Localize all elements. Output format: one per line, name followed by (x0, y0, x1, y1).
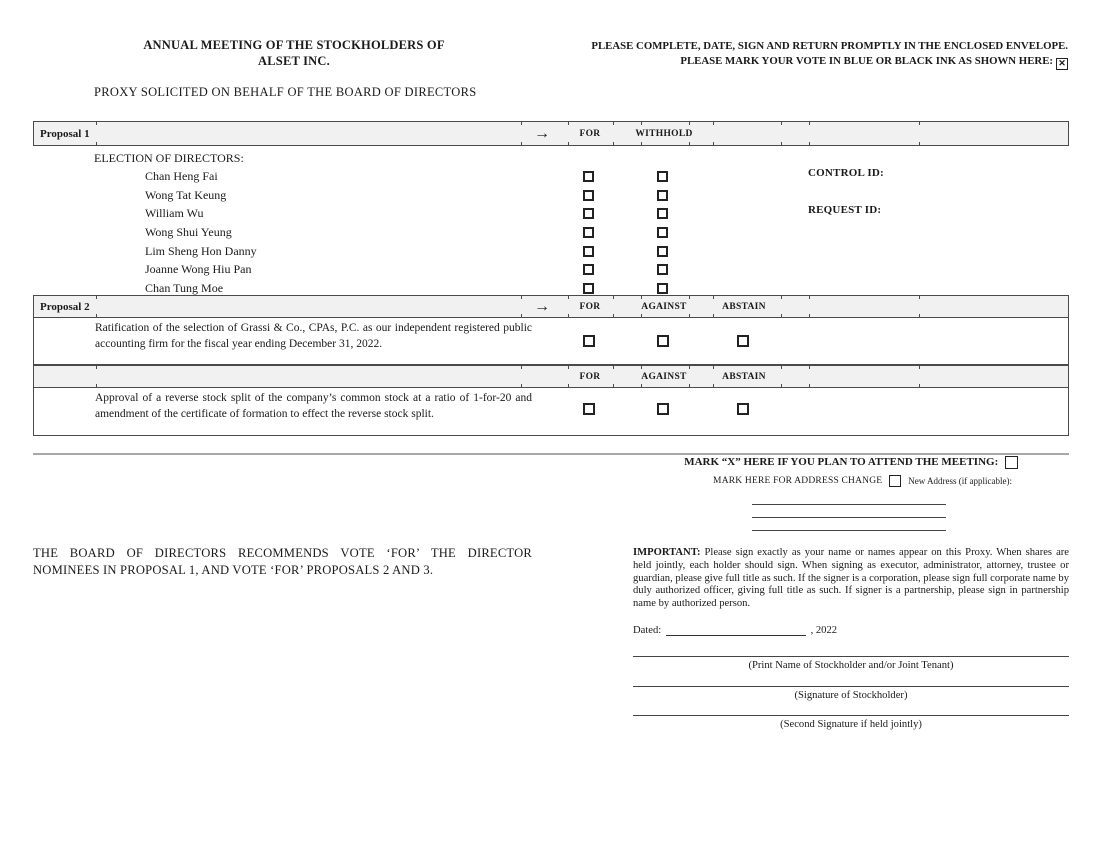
address-change-label: MARK HERE FOR ADDRESS CHANGE (713, 476, 883, 486)
attend-meeting-checkbox[interactable] (1005, 456, 1018, 469)
director-name: Lim Sheng Hon Danny (145, 243, 257, 258)
director-name: Chan Tung Moe (145, 281, 224, 296)
date-input-line[interactable] (666, 624, 806, 636)
for-checkbox[interactable] (583, 403, 595, 415)
director-name: Chan Heng Fai (145, 169, 218, 183)
return-instructions (508, 39, 1068, 70)
for-checkbox[interactable] (583, 335, 595, 347)
meeting-title-line1: ANNUAL MEETING OF THE STOCKHOLDERS OF (143, 38, 445, 52)
proposal3-body (33, 388, 1069, 436)
directors-section (33, 146, 1069, 295)
director-name: William Wu (145, 206, 204, 221)
proposal2-text: Ratification of the selection of Grassi & Co., CPAs, P.C. as our independent registered public accounting firm for the fiscal year ending December 31, 2022. (95, 322, 532, 350)
column-header-against: AGAINST (641, 371, 687, 382)
for-checkbox[interactable] (583, 246, 594, 257)
withhold-checkbox[interactable] (657, 171, 668, 182)
return-instructions-line2: PLEASE MARK YOUR VOTE IN BLUE OR BLACK INK AS SHOWN HERE: ✕ (508, 54, 1068, 70)
proposal3-text: Approval of a reverse stock split of the company’s common stock at a ratio of 1-for-20 and amendment of the certificate of formation to effect the reverse stock split. (95, 392, 532, 420)
column-header-withhold: WITHHOLD (635, 128, 693, 139)
dated-row (633, 624, 837, 636)
for-checkbox[interactable] (583, 264, 594, 275)
address-change-checkbox[interactable] (889, 475, 901, 487)
important-lead: IMPORTANT: (633, 547, 701, 558)
director-name: Joanne Wong Hiu Pan (145, 262, 252, 277)
election-heading: ELECTION OF DIRECTORS: (94, 151, 244, 165)
withhold-checkbox[interactable] (657, 208, 668, 219)
for-checkbox[interactable] (583, 171, 594, 182)
proxy-subtitle: PROXY SOLICITED ON BEHALF OF THE BOARD OF DIRECTORS (94, 85, 477, 99)
director-row (33, 205, 1069, 224)
proposal2-body (33, 318, 1069, 365)
address-input-line[interactable] (752, 518, 946, 531)
abstain-checkbox[interactable] (737, 403, 749, 415)
address-input-line[interactable] (752, 492, 946, 505)
column-header-for: FOR (579, 301, 601, 312)
important-notice (633, 547, 1069, 611)
column-header-abstain: ABSTAIN (722, 371, 766, 382)
meeting-title-line2: ALSET INC. (258, 53, 330, 68)
proposal2-label: Proposal 2 (40, 300, 90, 313)
dated-label: Dated: (633, 625, 662, 636)
against-checkbox[interactable] (657, 335, 669, 347)
for-checkbox[interactable] (583, 283, 594, 294)
dated-year: , 2022 (810, 625, 838, 636)
signature-label: (Signature of Stockholder) (794, 690, 908, 701)
director-row (33, 261, 1069, 280)
new-address-label: New Address (if applicable): (908, 476, 1012, 486)
attend-meeting-label: MARK “X” HERE IF YOU PLAN TO ATTEND THE MEETING: (684, 456, 999, 469)
proposal1-label: Proposal 1 (40, 127, 90, 140)
request-id-label: REQUEST ID: (808, 204, 882, 216)
column-header-for: FOR (579, 128, 601, 139)
meeting-title (118, 38, 470, 69)
arrow-right-icon: → (534, 124, 550, 142)
for-checkbox[interactable] (583, 208, 594, 219)
column-header-against: AGAINST (641, 301, 687, 312)
withhold-checkbox[interactable] (657, 190, 668, 201)
withhold-checkbox[interactable] (657, 227, 668, 238)
for-checkbox[interactable] (583, 227, 594, 238)
print-name-label: (Print Name of Stockholder and/or Joint Tenant) (748, 660, 954, 671)
director-row (33, 187, 1069, 206)
second-signature-label: (Second Signature if held jointly) (780, 719, 922, 730)
withhold-checkbox[interactable] (657, 283, 668, 294)
sample-marked-checkbox-icon: ✕ (1056, 58, 1068, 70)
address-change-row (600, 475, 1012, 487)
print-name-field[interactable] (633, 656, 1069, 671)
arrow-right-icon: → (534, 297, 550, 315)
abstain-checkbox[interactable] (737, 335, 749, 347)
important-text: Please sign exactly as your name or names appear on this Proxy. When shares are held jointly, each holder should sign. When signing as executor, administrator, attorney, trustee or guardian, please give full title as such. If the signer is a corporation, please sign full corporate name by duly authorized officer, giving full title as such. If signer is a partnership, please sign in partnership name by authorized person. (633, 547, 1069, 610)
director-row (33, 243, 1069, 262)
second-signature-field[interactable] (633, 715, 1069, 730)
proposal3-header-row (33, 365, 1069, 388)
director-name: Wong Tat Keung (145, 187, 227, 202)
return-instructions-line1: PLEASE COMPLETE, DATE, SIGN AND RETURN PROMPTLY IN THE ENCLOSED ENVELOPE. (591, 40, 1068, 52)
proposal2-header-row (33, 295, 1069, 318)
address-input-line[interactable] (752, 505, 946, 518)
attend-meeting-row (600, 456, 1018, 469)
vote-table (33, 121, 1069, 436)
director-row (33, 224, 1069, 243)
board-recommendation: THE BOARD OF DIRECTORS RECOMMENDS VOTE ‘FOR’ THE DIRECTOR NOMINEES IN PROPOSAL 1, AND VOTE ‘FOR’ PROPOSALS 2 AND 3. (33, 546, 532, 577)
for-checkbox[interactable] (583, 190, 594, 201)
director-name: Wong Shui Yeung (145, 225, 232, 240)
signature-field[interactable] (633, 686, 1069, 701)
section-divider (33, 453, 1069, 455)
new-address-lines (752, 492, 946, 531)
withhold-checkbox[interactable] (657, 246, 668, 257)
proposal1-header-row (33, 121, 1069, 146)
control-id-label: CONTROL ID: (808, 167, 884, 179)
against-checkbox[interactable] (657, 403, 669, 415)
column-header-for: FOR (579, 371, 601, 382)
withhold-checkbox[interactable] (657, 264, 668, 275)
column-header-abstain: ABSTAIN (722, 301, 766, 312)
director-row (33, 168, 1069, 187)
